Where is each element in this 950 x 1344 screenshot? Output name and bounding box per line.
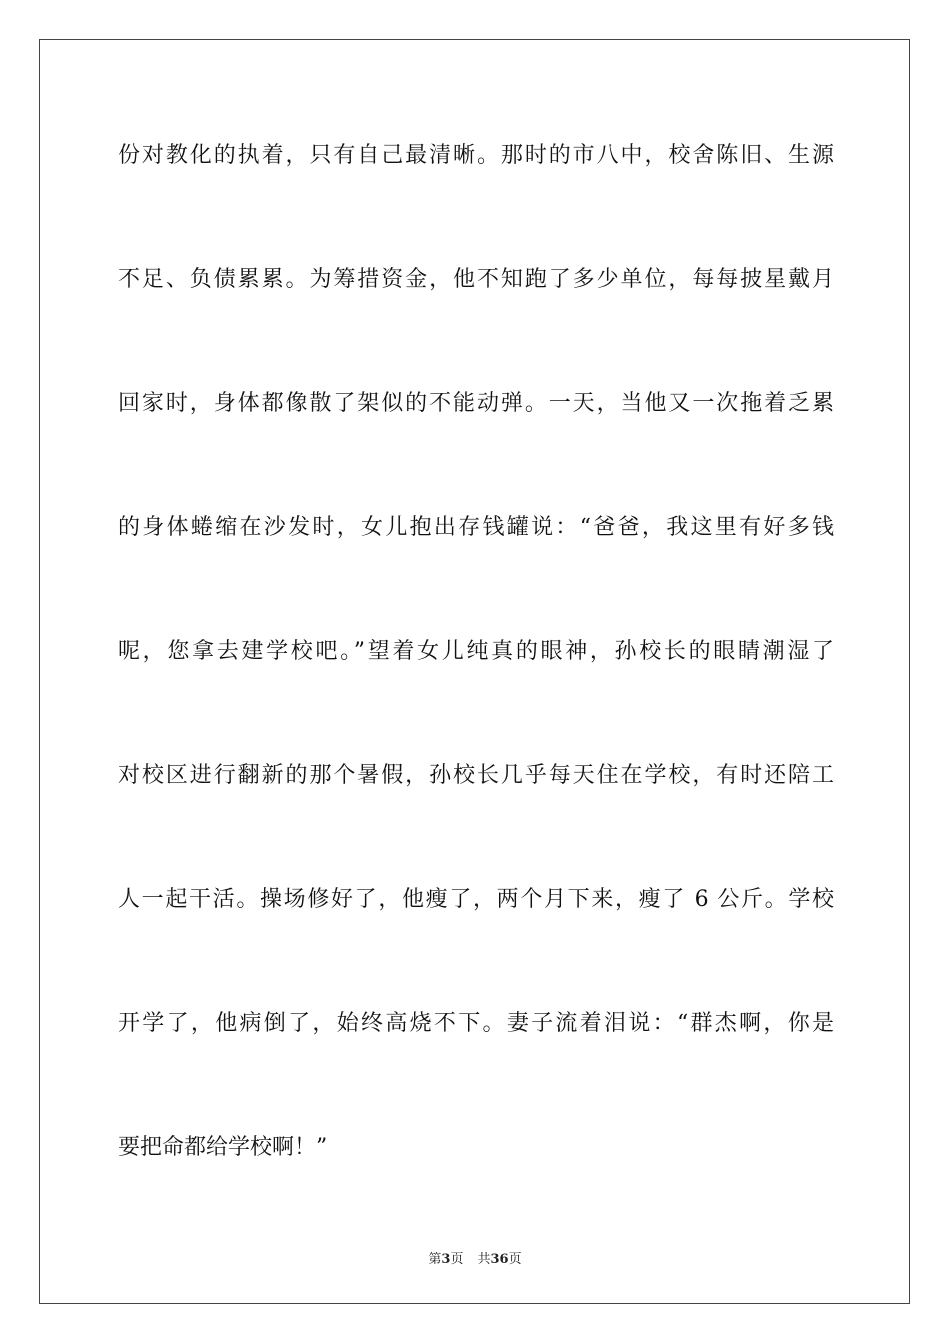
text-line-8: 开学了，他病倒了，始终高烧不下。妻子流着泪说：“群杰啊，你是: [118, 1011, 834, 1036]
text-line-4: 的身体蜷缩在沙发时，女儿抱出存钱罐说：“爸爸，我这里有好多钱: [118, 515, 834, 540]
total-suffix: 页: [508, 1252, 522, 1267]
text-line-7: 人一起干活。操场修好了，他瘦了，两个月下来，瘦了 6 公斤。学校: [118, 887, 834, 912]
page-prefix: 第: [428, 1252, 442, 1267]
total-pages: 36: [490, 1252, 509, 1267]
document-body: [118, 126, 834, 1242]
text-line-9: 要把命都给学校啊！”: [118, 1135, 328, 1160]
page-number: 3: [441, 1252, 451, 1267]
page-footer: [0, 1248, 950, 1267]
text-line-5: 呢，您拿去建学校吧。”望着女儿纯真的眼神，孙校长的眼睛潮湿了: [118, 639, 834, 664]
text-line-2: 不足、负债累累。为筹措资金，他不知跑了多少单位，每每披星戴月: [118, 267, 834, 292]
page-suffix: 页: [450, 1252, 464, 1267]
total-prefix: 共: [477, 1252, 491, 1267]
text-line-6: 对校区进行翻新的那个暑假，孙校长几乎每天住在学校，有时还陪工: [118, 763, 834, 788]
text-line-1: 份对教化的执着，只有自己最清晰。那时的市八中，校舍陈旧、生源: [118, 143, 834, 168]
text-line-3: 回家时，身体都像散了架似的不能动弹。一天，当他又一次拖着乏累: [118, 391, 834, 416]
